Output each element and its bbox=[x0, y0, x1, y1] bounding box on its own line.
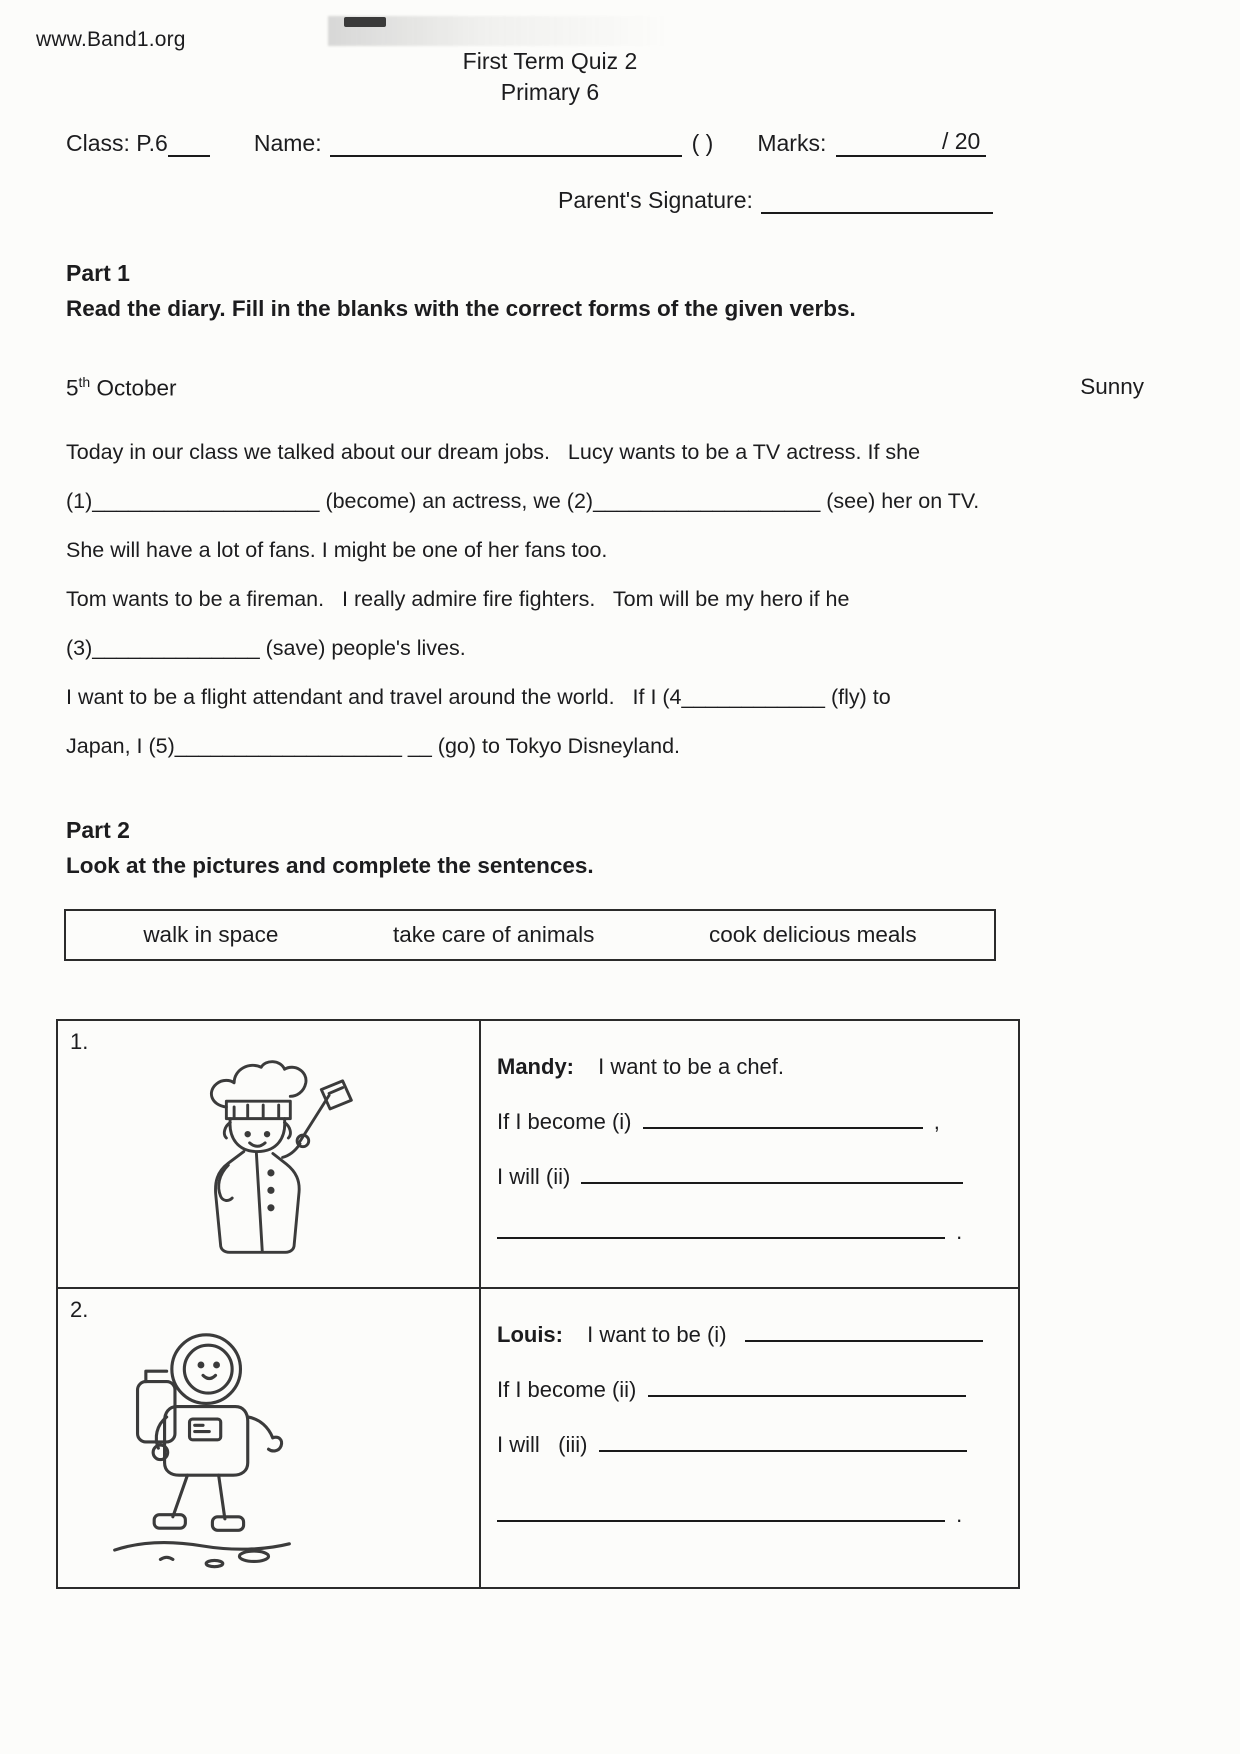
answer-blank bbox=[581, 1179, 963, 1184]
diary-line: She will have a lot of fans. I might be one of her fans too. bbox=[66, 537, 608, 562]
fill-line: I will (iii) bbox=[497, 1425, 990, 1465]
diary-date-row bbox=[66, 374, 1144, 402]
part2-heading: Part 2 bbox=[66, 816, 130, 843]
exercise-row-2 bbox=[58, 1287, 1018, 1587]
item-number: 2. bbox=[70, 1296, 89, 1322]
answer-blank bbox=[745, 1337, 983, 1342]
fill-line: I will (ii) bbox=[497, 1157, 990, 1197]
quiz-subtitle: Primary 6 bbox=[500, 79, 600, 105]
weather-note: Sunny bbox=[1080, 374, 1144, 399]
marks-label: Marks: bbox=[757, 130, 827, 156]
sentence-cell-2 bbox=[481, 1289, 1018, 1587]
chef-illustration bbox=[153, 1045, 385, 1263]
diary-line: (1)___________________ (become) an actress, we (2)___________________ (see) her on TV. bbox=[66, 488, 980, 513]
fill-line: . bbox=[497, 1495, 990, 1535]
word-bank bbox=[64, 909, 996, 961]
diary-line: I want to be a flight attendant and travel around the world. If I (4____________ (fly) to bbox=[66, 684, 891, 709]
quiz-title-block bbox=[0, 46, 1100, 108]
word-bank-item: cook delicious meals bbox=[709, 921, 917, 947]
diary-line: Tom wants to be a fireman. I really admire fire fighters. Tom will be my hero if he bbox=[66, 586, 850, 611]
fill-line: If I become (ii) bbox=[497, 1370, 990, 1410]
part1-heading: Part 1 bbox=[66, 260, 130, 286]
part1-instruction: Read the diary. Fill in the blanks with the correct forms of the given verbs. bbox=[66, 296, 856, 321]
sentence-intro: Louis: I want to be (i) bbox=[497, 1315, 990, 1355]
sentence-cell-1 bbox=[481, 1021, 1018, 1287]
class-field-label: Class: P.6 bbox=[66, 130, 168, 156]
word-bank-item: take care of animals bbox=[393, 921, 595, 947]
answer-blank bbox=[497, 1517, 945, 1522]
answer-blank bbox=[497, 1234, 945, 1239]
diary-line: Japan, I (5)___________________ __ (go) to Tokyo Disneyland. bbox=[66, 733, 680, 758]
scan-artifact-bar bbox=[344, 17, 386, 27]
name-field-label: Name: bbox=[253, 130, 322, 156]
answer-blank bbox=[648, 1392, 966, 1397]
item-number: 1. bbox=[70, 1028, 89, 1054]
parent-signature-row bbox=[558, 187, 1240, 214]
answer-blank bbox=[599, 1447, 967, 1452]
diary-text bbox=[66, 428, 1021, 771]
picture-cell-2 bbox=[58, 1289, 481, 1587]
student-name: Mandy: bbox=[497, 1053, 574, 1079]
marks-blank: / 20 bbox=[836, 128, 986, 157]
student-name: Louis: bbox=[497, 1321, 563, 1347]
date-ordinal-suffix: th bbox=[78, 374, 91, 390]
class-number-paren: ( ) bbox=[691, 130, 714, 156]
word-bank-item: walk in space bbox=[143, 921, 279, 947]
fill-line: If I become (i) , bbox=[497, 1108, 940, 1134]
picture-cell-1 bbox=[58, 1021, 481, 1287]
watermark-url: www.Band1.org bbox=[36, 28, 186, 51]
quiz-title: First Term Quiz 2 bbox=[462, 48, 638, 74]
fill-line: . bbox=[497, 1212, 990, 1252]
answer-blank bbox=[643, 1124, 923, 1129]
parent-signature-label: Parent's Signature: bbox=[558, 187, 753, 213]
diary-date: 5th October bbox=[66, 374, 177, 401]
class-blank bbox=[168, 152, 210, 157]
part2-instruction: Look at the pictures and complete the sentences. bbox=[66, 852, 594, 878]
header-fields-row bbox=[66, 128, 1240, 157]
diary-line: (3)______________ (save) people's lives. bbox=[66, 635, 466, 660]
diary-line: Today in our class we talked about our dream jobs. Lucy wants to be a TV actress. If she bbox=[66, 439, 921, 464]
parent-signature-blank bbox=[761, 209, 993, 214]
exercise-table bbox=[56, 1019, 1020, 1589]
name-blank bbox=[330, 152, 682, 157]
exercise-row-1 bbox=[58, 1021, 1018, 1287]
astronaut-illustration bbox=[98, 1313, 306, 1575]
sentence-intro: Mandy: I want to be a chef. bbox=[497, 1053, 785, 1079]
